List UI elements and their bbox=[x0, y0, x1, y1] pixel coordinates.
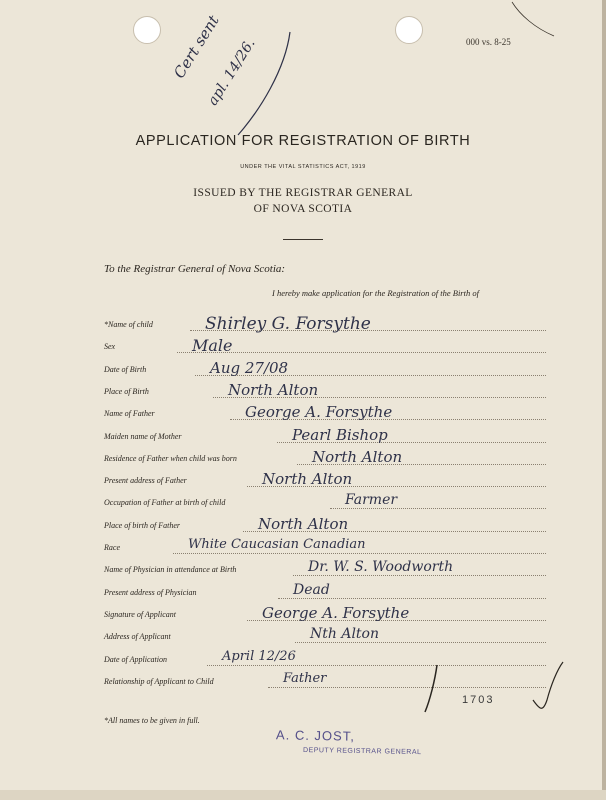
field-value: North Alton bbox=[228, 380, 319, 399]
field-value: Shirley G. Forsythe bbox=[205, 314, 371, 334]
field-value: North Alton bbox=[262, 470, 353, 489]
field-label: Place of Birth bbox=[104, 386, 149, 396]
issuer-line-1: ISSUED BY THE REGISTRAR GENERAL bbox=[193, 187, 413, 199]
intro-text: I hereby make application for the Registration of the Birth of bbox=[272, 288, 479, 298]
title-rule bbox=[283, 239, 323, 240]
field-value: Farmer bbox=[345, 492, 398, 509]
page-edge bbox=[602, 0, 606, 800]
field-label: Residence of Father when child was born bbox=[104, 453, 237, 463]
field-label: Relationship of Applicant to Child bbox=[104, 676, 214, 686]
page-bottom-edge bbox=[0, 790, 606, 800]
field-value: Pearl Bishop bbox=[292, 425, 388, 444]
field-line bbox=[278, 598, 546, 599]
field-line bbox=[173, 553, 546, 554]
field-line bbox=[295, 642, 546, 643]
cert-sent-annotation: Cert sent bbox=[170, 12, 223, 82]
field-label: Signature of Applicant bbox=[104, 609, 176, 619]
form-number: 000 vs. 8-25 bbox=[466, 37, 511, 47]
field-value: April 12/26 bbox=[222, 648, 296, 664]
punch-hole-right bbox=[395, 16, 423, 44]
field-value: Male bbox=[192, 336, 233, 356]
field-value: Nth Alton bbox=[310, 626, 380, 643]
cert-date-annotation: apl. 14/26. bbox=[205, 35, 259, 109]
field-value: Dead bbox=[293, 581, 330, 598]
field-value: North Alton bbox=[258, 514, 349, 533]
field-label: Date of Birth bbox=[104, 364, 147, 374]
registration-number: 1703 bbox=[462, 694, 495, 706]
act-subtitle: UNDER THE VITAL STATISTICS ACT, 1919 bbox=[240, 164, 366, 170]
footnote: *All names to be given in full. bbox=[104, 716, 200, 725]
punch-hole-left bbox=[133, 16, 161, 44]
addressee: To the Registrar General of Nova Scotia: bbox=[104, 263, 286, 275]
field-label: *Name of child bbox=[104, 320, 153, 329]
field-label: Name of Physician in attendance at Birth bbox=[104, 565, 237, 575]
field-label: Maiden name of Mother bbox=[104, 431, 182, 441]
field-value: George A. Forsythe bbox=[262, 603, 410, 622]
stamp-title: DEPUTY REGISTRAR GENERAL bbox=[302, 746, 422, 757]
check-mark bbox=[415, 660, 565, 720]
stamp-name: A. C. JOST, bbox=[275, 727, 356, 744]
issuer bbox=[0, 185, 606, 217]
field-value: Father bbox=[283, 670, 327, 686]
field-label: Place of birth of Father bbox=[104, 520, 180, 530]
corner-stroke bbox=[510, 0, 560, 40]
field-label: Race bbox=[104, 543, 120, 552]
field-label: Present address of Father bbox=[104, 476, 187, 486]
field-value: Dr. W. S. Woodworth bbox=[308, 559, 454, 576]
field-value: Aug 27/08 bbox=[210, 358, 289, 377]
field-label: Address of Applicant bbox=[104, 632, 171, 642]
field-label: Present address of Physician bbox=[104, 587, 197, 597]
field-value: White Caucasian Canadian bbox=[188, 537, 366, 552]
form-title: APPLICATION FOR REGISTRATION OF BIRTH bbox=[135, 133, 471, 149]
field-label: Occupation of Father at birth of child bbox=[104, 498, 226, 508]
issuer-line-2: OF NOVA SCOTIA bbox=[253, 203, 353, 215]
annotation-stroke bbox=[230, 30, 310, 140]
field-value: George A. Forsythe bbox=[245, 403, 393, 422]
field-label: Date of Application bbox=[104, 654, 167, 664]
field-label: Name of Father bbox=[104, 409, 155, 419]
field-line bbox=[293, 575, 546, 576]
field-label: Sex bbox=[104, 342, 116, 352]
field-value: North Alton bbox=[312, 447, 403, 466]
field-line bbox=[330, 508, 546, 509]
